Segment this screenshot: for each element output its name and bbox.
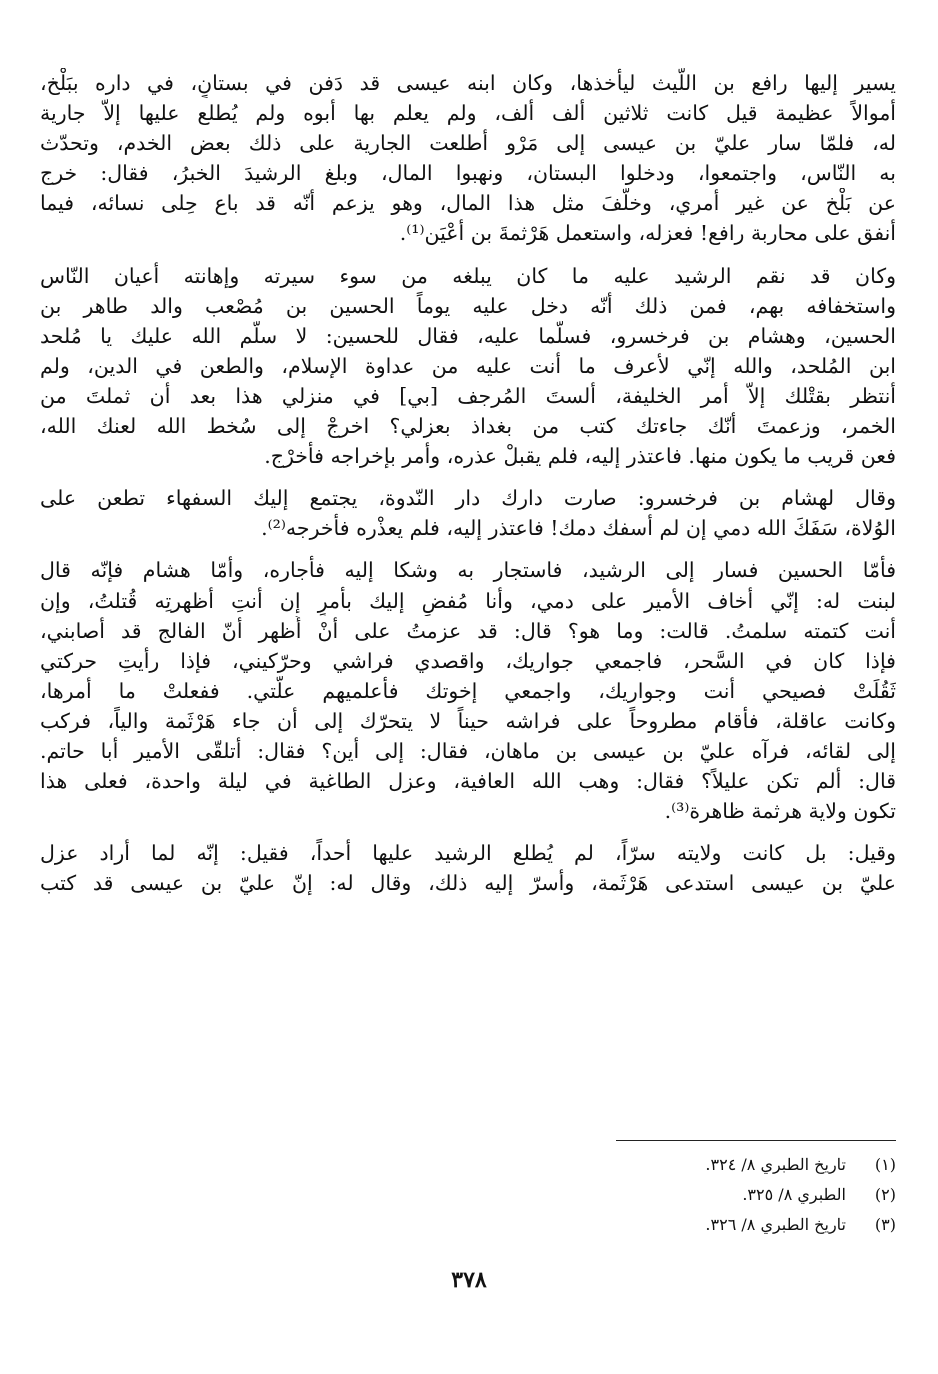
text-line: أنفق على محاربة رافع! فعزله، واستعمل هَرْثمةَ بن أعْيَن⁽¹⁾.	[399, 221, 896, 246]
paragraph-gap	[40, 249, 896, 261]
footnote-number: (١)	[874, 1155, 896, 1174]
footnote-text: تاريخ الطبري ٨/ ٣٢٤.	[705, 1155, 846, 1174]
footnote-number: (٣)	[874, 1215, 896, 1234]
text-line: يسير إليها رافع بن اللّيث ليأخذها، وكان ابنه عيسى قد دَفن في بستانٍ، في داره ببَلْخ،	[40, 71, 896, 95]
footnote-number: (٢)	[874, 1185, 896, 1204]
text-line: فأمّا الحسين فسار إلى الرشيد، فاستجار به وشكا إليه فأجاره، وأمّا هشام فإنّه قال	[40, 558, 896, 583]
text-line: به النّاس، واجتمعوا، ودخلوا البستان، ونهبوا المال، وبلغ الرشيدَ الخبرُ، فقال: خرج	[40, 161, 896, 186]
text-line: عن بَلْخ عن غير أمري، وخلّفَ مثل هذا المال، وهو يزعم أنّه قد باع حِلى نسائه، فيما	[40, 191, 896, 216]
text-line: واستخفافه بهم، فمن ذلك أنّه دخل عليه يوماً الحسين بن مُصْعب والد طاهر بن	[40, 293, 896, 318]
text-line: لبنت له: إنّي أخاف الأمير على دمي، وأنا مُفضٍ إليك بأمرٍ إن أنتِ أظهرتِه قُتلتُ، وإن	[40, 588, 896, 613]
footnotes	[396, 1150, 896, 1240]
text-line: الخمر، وزعمتَ أنّك جاءتك كتب من بغداذ بعزلي؟ اخرجْ إلى سُخط الله لعنك الله،	[40, 414, 896, 439]
text-line: تكون ولاية هرثمة ظاهرة⁽³⁾.	[664, 799, 896, 824]
paragraph-3	[40, 483, 896, 543]
text-line: عليّ بن عيسى استدعى هَرْثَمة، وأسرّ إليه ذلك، وقال له: إنّ عليّ بن عيسى قد كتب	[40, 871, 896, 896]
text-line: قال: ألم تكن عليلاً؟ فقال: وهب الله العافية، وعزل الطاغية في ليلة واحدة، فعلى هذا	[40, 769, 896, 794]
paragraph-gap	[40, 471, 896, 483]
text-line: أموالاً عظيمة قيل كانت ثلاثين ألف ألف، ولم يعلم بها أبوه ولم يُطلع عليها إلاّ جارية	[40, 101, 896, 126]
footnote-text: تاريخ الطبري ٨/ ٣٢٦.	[705, 1215, 846, 1234]
footnote-divider	[616, 1140, 896, 1141]
text-line: وقيل: بل كانت ولايته سرّاً، لم يُطلع الرشيد عليها أحداً، فقيل: إنّه لما أراد عزل	[40, 841, 896, 866]
text-line: أنتظر بقتْلك إلاّ أمر الخليفة، ألستَ المُرجف [بي] في منزلي هذا بعد أن ثملتَ من	[40, 383, 896, 408]
text-line: وكان قد نقم الرشيد عليه ما كان يبلغه من سوء سيرته وإهانته أعيان النّاس	[40, 263, 896, 288]
footnote-3	[396, 1210, 896, 1240]
paragraph-1	[40, 68, 896, 249]
text-line: إلى لقائه، فرآه عليّ بن عيسى بن ماهان، فقال: إلى أين؟ فقال: أتلقّى الأمير أبا حاتم.	[40, 738, 896, 763]
paragraph-gap	[40, 826, 896, 838]
footnote-1	[396, 1150, 896, 1180]
text-line: أنت كتمته سلمتُ. قالت: وما هو؟ قال: قد عزمتُ على أنْ أُظهر أنّ الفالج قد أصابني،	[40, 618, 896, 643]
paragraph-4	[40, 555, 896, 826]
paragraph-5	[40, 838, 896, 898]
footnote-text: الطبري ٨/ ٣٢٥.	[742, 1185, 846, 1204]
text-line: ثَقُلَتْ فصيحي أنت وجواريك، واجمعي إخوتك فأعلميهم علّتي. ففعلتْ ما أمرها،	[40, 678, 896, 703]
text-line: فعن قريب ما يكون منها. فاعتذر إليه، فلم يقبلْ عذره، وأمر بإخراجه فأُخرْج.	[264, 444, 896, 469]
paragraph-2	[40, 261, 896, 472]
footnote-2	[396, 1180, 896, 1210]
text-line: ابن المُلحد، والله إنّي لأعرف ما أنت عليه من عداوة الإسلام، والطعن في الدين، ولم	[40, 353, 896, 378]
text-line: له، فلمّا سار عليّ بن عيسى إلى مَرْو أطلعت الجارية على ذلك بعض الخدم، وتحدّث	[40, 131, 896, 156]
main-text	[40, 68, 896, 898]
paragraph-gap	[40, 543, 896, 555]
text-line: الحسين، وهشام بن فرخسرو، فسلّما عليه، فقال للحسين: لا سلّم الله عليك يا مُلحد	[40, 323, 896, 348]
page-number: ٣٧٨	[451, 1267, 487, 1293]
text-line: وقال لهشام بن فرخسرو: صارت دارك دار النّدوة، يجتمع إليك السفهاء تطعن على	[40, 486, 896, 511]
text-line: الوُلاة، سَفَكَ الله دمي إن لم أسفك دمك! فاعتذر إليه، فلم يعذْره فأخرجه⁽²⁾.	[261, 516, 896, 541]
text-line: وكانت عاقلة، فأقام مطروحاً على فراشه حيناً لا يتحرّك إلى أن جاء هَرْثَمة والياً، فركب	[40, 708, 896, 733]
text-line: فإذا كان في السَّحر، فاجمعي جواريك، واقصدي فراشي وحرّكيني، فإذا رأيتِ حركتي	[40, 648, 896, 673]
